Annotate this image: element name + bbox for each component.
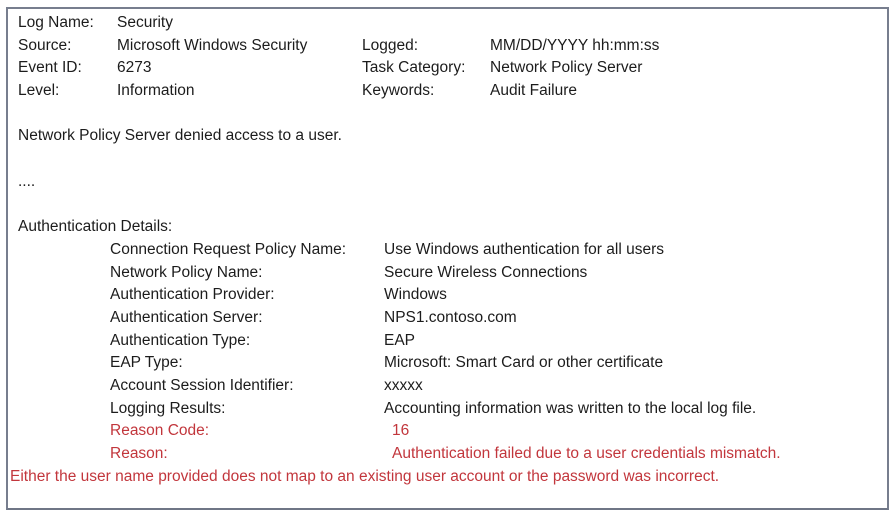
field-value: Windows (384, 286, 447, 304)
detail-row-logging-results (110, 398, 887, 421)
field-value (490, 12, 887, 35)
detail-row-authentication-provider (110, 284, 887, 307)
section-title-authentication-details: Authentication Details: (18, 218, 173, 236)
event-log-panel (6, 7, 889, 510)
field-label: Reason Code: (110, 422, 210, 440)
field-value: Accounting information was written to the local log file. (384, 399, 757, 417)
field-value: Network Policy Server (490, 59, 643, 77)
field-label (362, 12, 490, 35)
field-label: Source: (18, 36, 72, 54)
spacer (18, 148, 887, 171)
field-value: 16 (392, 422, 410, 440)
field-label: Log Name: (18, 14, 94, 31)
detail-row-authentication-server (110, 307, 887, 330)
field-label: EAP Type: (110, 354, 183, 372)
field-value: Authentication failed due to a user credentials mismatch. (392, 445, 781, 463)
spacer (18, 194, 887, 217)
header-row-level (18, 80, 887, 103)
field-label: Network Policy Name: (110, 263, 263, 281)
spacer (18, 103, 887, 126)
header-row-source (18, 35, 887, 58)
field-value: Microsoft: Smart Card or other certificate (384, 354, 664, 372)
event-log-content (8, 9, 887, 488)
ellipsis-line: .... (18, 172, 36, 190)
field-label: Event ID: (18, 59, 82, 77)
detail-row-eap-type (110, 352, 887, 375)
header-row-event-id (18, 57, 887, 80)
field-value: xxxxx (384, 377, 423, 394)
field-value: 6273 (117, 59, 152, 77)
field-value: EAP (384, 331, 416, 349)
field-label: Reason: (110, 445, 168, 463)
field-value: Security (117, 14, 173, 31)
header-row-log-name (18, 12, 887, 35)
field-label: Logged: (362, 36, 419, 54)
field-value: Secure Wireless Connections (384, 263, 588, 281)
field-value: Information (117, 82, 195, 100)
detail-row-network-policy-name (110, 262, 887, 285)
field-value: Microsoft Windows Security (117, 36, 308, 54)
field-value: NPS1.contoso.com (384, 308, 517, 326)
field-label: Authentication Server: (110, 308, 263, 326)
field-label: Connection Request Policy Name: (110, 240, 347, 258)
field-label: Level: (18, 82, 60, 100)
field-value: MM/DD/YYYY hh:mm:ss (490, 36, 660, 54)
event-description: Network Policy Server denied access to a user. (18, 127, 342, 145)
field-label: Task Category: (362, 59, 466, 77)
detail-row-reason-code (110, 420, 887, 443)
detail-row-authentication-type (110, 330, 887, 353)
detail-row-connection-request-policy (110, 239, 887, 262)
detail-row-account-session-identifier (110, 375, 887, 398)
field-label: Keywords: (362, 82, 435, 100)
field-value: Audit Failure (490, 82, 578, 100)
field-label: Logging Results: (110, 399, 226, 417)
field-value: Use Windows authentication for all users (384, 240, 664, 258)
field-label: Authentication Provider: (110, 286, 275, 304)
field-label: Account Session Identifier: (110, 377, 294, 394)
detail-row-reason (110, 443, 887, 466)
field-label: Authentication Type: (110, 331, 251, 349)
credentials-mismatch-note: Either the user name provided does not map to an existing user account or the password was incorrect. (10, 467, 720, 485)
